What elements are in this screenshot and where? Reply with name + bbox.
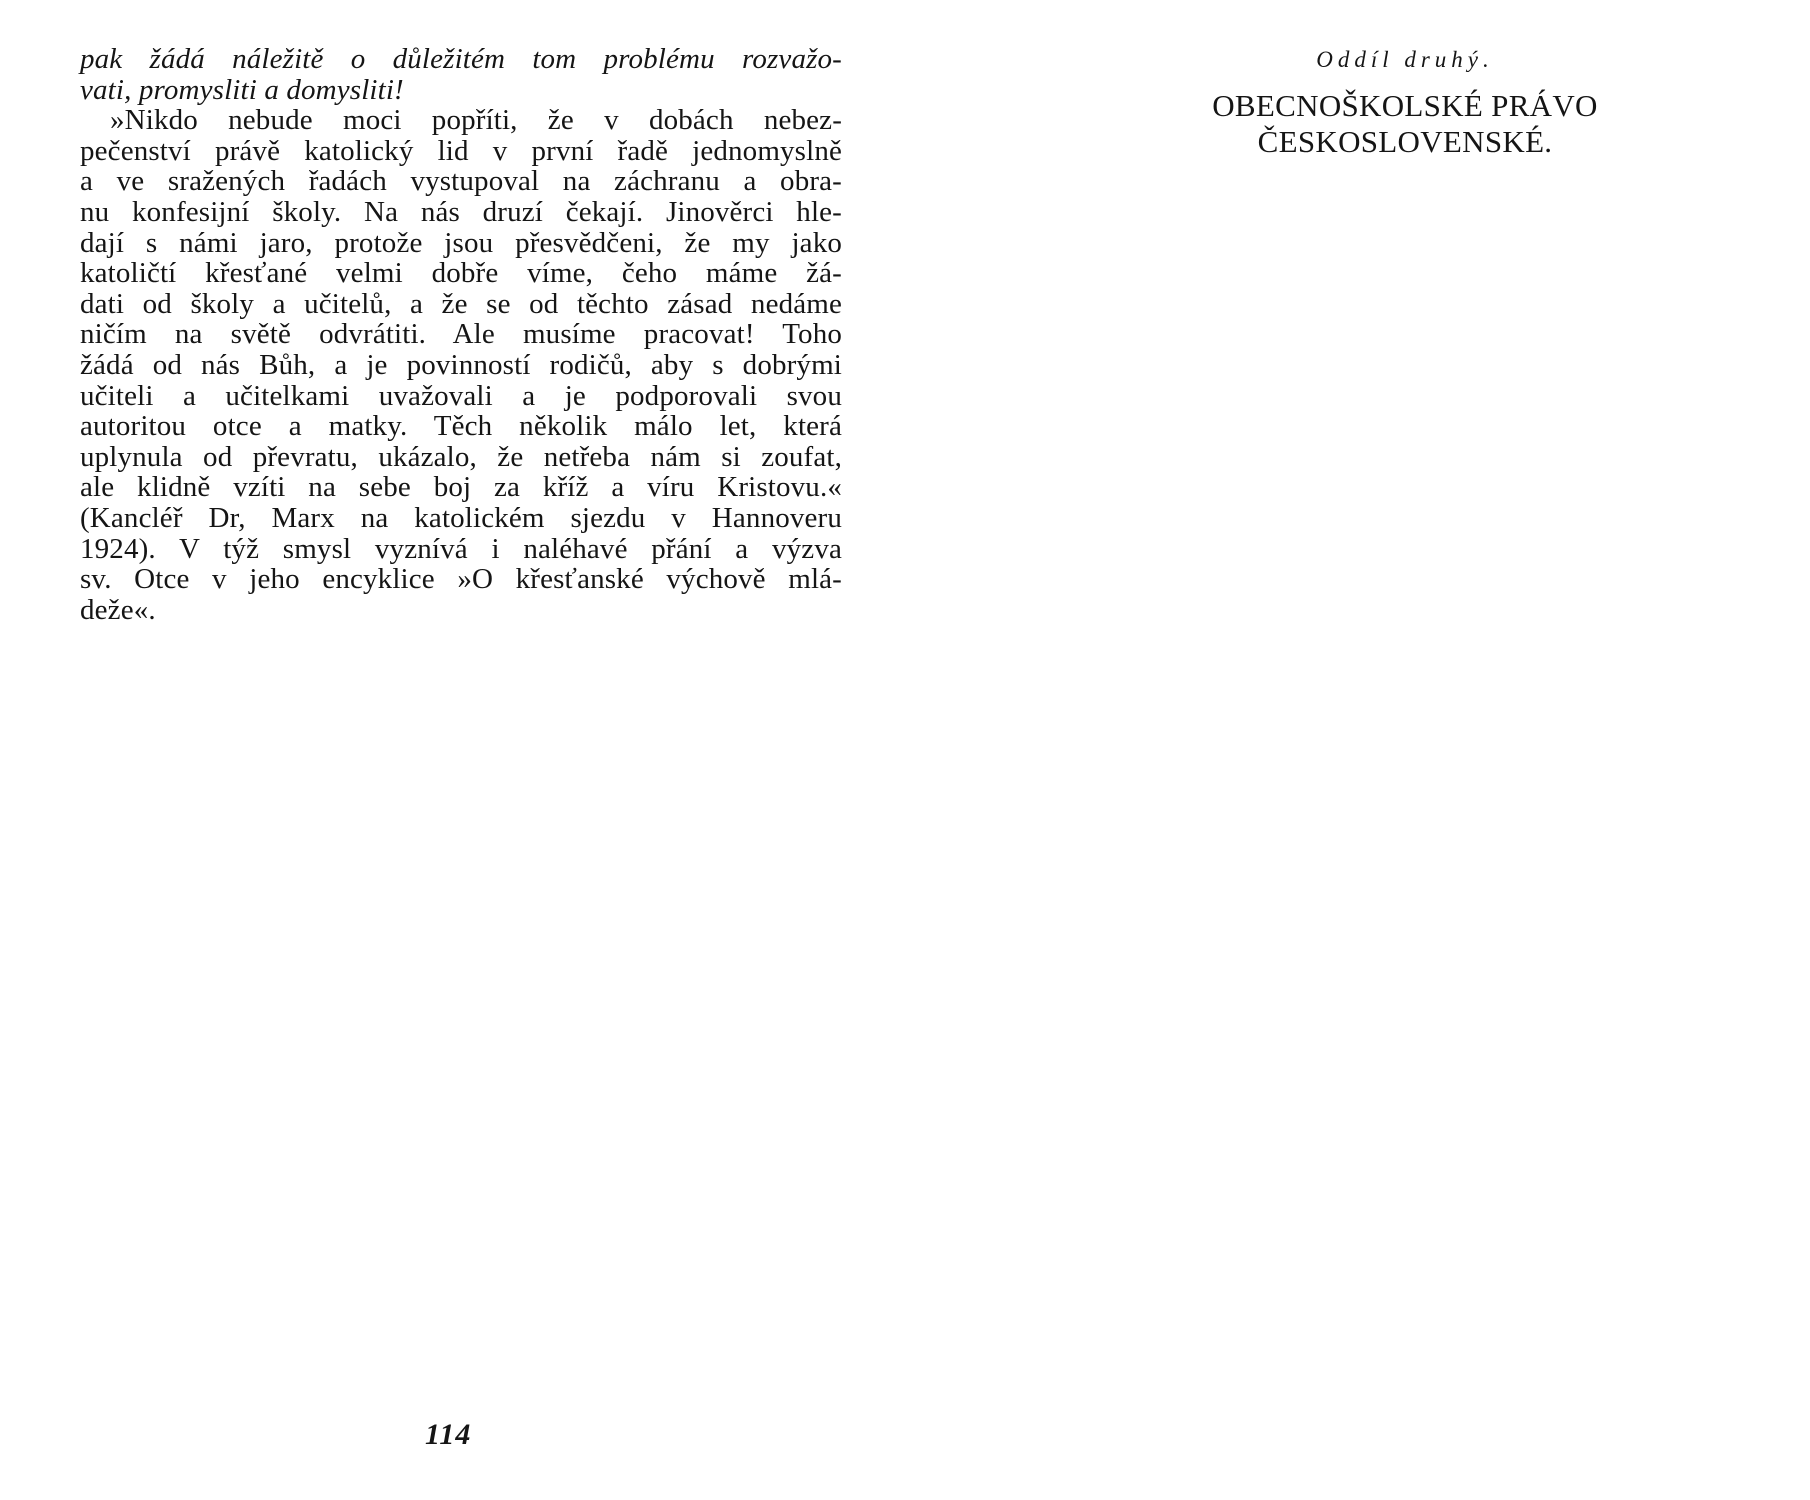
text-line: »Nikdo nebude moci popříti, že v dobách nebez- [110, 104, 842, 137]
text-line: pak žádá náležitě o důležitém tom problému rozvažo- [80, 43, 842, 75]
section-title-line: OBECNOŠKOLSKÉ PRÁVO [1212, 88, 1598, 123]
text-line: nu konfesijní školy. Na nás druzí čekají. Jinověrci hle- [80, 195, 842, 228]
page-number: 114 [425, 1418, 472, 1451]
text-line: 1924). V týž smysl vyznívá i naléhavé přání a výzva [80, 532, 842, 565]
section-title-line: ČESKOSLOVENSKÉ. [1257, 124, 1553, 159]
text-line: dati od školy a učitelů, a že se od těchto zásad nedáme [80, 287, 842, 320]
text-line: ale klidně vzíti na sebe boj za kříž a víru Kristovu.« [80, 471, 842, 504]
text-line: (Kancléř Dr, Marx na katolickém sjezdu v Hannoveru [80, 501, 842, 534]
text-line: učiteli a učitelkami uvažovali a je podporovali svou [80, 379, 842, 412]
text-line: vati, promysliti a domysliti! [80, 73, 404, 106]
right-page [1100, 44, 1710, 160]
text-line: sv. Otce v jeho encyklice »O křesťanské výchově mlá- [80, 563, 842, 596]
section-label: Oddíl druhý. [1316, 47, 1494, 72]
text-line: a ve sražených řadách vystupoval na záchranu a obra- [80, 165, 842, 198]
text-line: autoritou otce a matky. Těch několik málo let, která [80, 410, 842, 443]
text-line: žádá od nás Bůh, a je povinností rodičů, aby s dobrými [80, 348, 842, 381]
text-line: ničím na světě odvrátiti. Ale musíme pracovat! Toho [80, 318, 842, 351]
text-line: deže«. [80, 593, 156, 626]
text-line: katoličtí křesťané velmi dobře víme, čeho máme žá- [80, 257, 842, 290]
left-page [80, 44, 842, 625]
text-line: dají s námi jaro, protože jsou přesvědčeni, že my jako [80, 226, 842, 259]
text-line: uplynula od převratu, ukázalo, že netřeba nám si zoufat, [80, 440, 842, 473]
section-title [1100, 88, 1710, 160]
text-line: pečenství právě katolický lid v první řadě jednomyslně [80, 134, 842, 167]
